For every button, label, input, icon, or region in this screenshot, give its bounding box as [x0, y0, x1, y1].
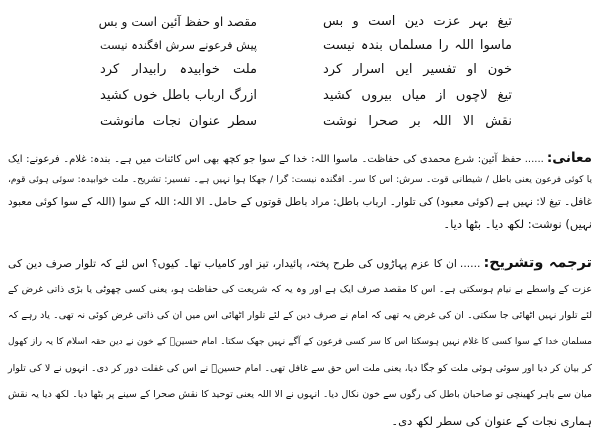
meanings-line-2: یا کوئی فرعون یعنی باطل / شیطانی قوت۔ سرش: اس کا سر۔ افگندہ نیست: گرا / جھکا ہوا نہیں ہے۔ تفسیر: تشریح۔ ملت خوابیدہ: سوئی ہوئی قوم،: [8, 175, 592, 185]
verse-3-first-half: خون او تفسیر ایں اسرار کرد: [323, 62, 512, 77]
explanation-line-2: عزت کے واسطے بے نیام ہوسکتی ہے۔ اس کا مقصد صرف ایک ہے اور وہ یہ کہ شریعت کی حفاظت ہو، یعنی کسی چھوٹی یا بڑی ذاتی غرض کے: [8, 284, 592, 295]
meanings-line-4: نہیں) نوشت: لکھ دیا۔ بٹھا دیا۔: [443, 217, 592, 231]
verse-2-second-half: پیش فرعونے سرش افگندہ نیست: [100, 39, 257, 52]
verse-4-second-half: ازرگ ارباب باطل خوں کشید: [100, 88, 257, 103]
explanation-line-5: کر بیان کر دیا اور سوئی ہوئی ملت کو جگا دیا، یعنی ملت اس حق سے غافل تھی۔ امام حسینؓ نے اس کی غفلت دور کر دی۔ انہوں نے لا کی تلوار: [8, 363, 592, 374]
verse-5-first-half: نقش الا اللہ بر صحرا نوشت: [323, 114, 512, 129]
explanation-line-7: ہماری نجات کے عنوان کی سطر لکھ دی۔: [391, 414, 592, 428]
explanation-line-1: [8, 251, 592, 275]
explanation-heading: ترجمہ وتشریح:: [483, 255, 592, 271]
verse-3-second-half: ملت خوابیدہ رابیدار کرد: [100, 62, 257, 77]
meanings-text: حفظ آئین: شرع محمدی کی حفاظت۔ ماسوا اللہ: خدا کے سوا جو کچھ بھی اس کائنات میں ہے۔ بندہ: غلام۔ فرعونے: ایک: [8, 154, 522, 165]
verse-2-first-half: ماسوا اللہ را مسلماں بندہ نیست: [323, 38, 512, 53]
verse-1-second-half: مقصد او حفظ آئین است و بس: [98, 15, 257, 29]
verse-1-first-half: تیغ بہر عزت دین است و بس: [323, 14, 512, 29]
meanings-heading: معانی:: [546, 150, 592, 166]
meanings-line-3: غافل۔ تیغ لا: نہیں ہے (کوئی معبود) کی تلوار۔ ارباب باطل: مراد باطل قوتوں کے حامل۔ الا اللہ: اللہ کے سوا (اللہ کے سوا کوئی معبود: [8, 196, 592, 208]
verse-4-first-half: تیغ لاچوں از میاں بیروں کشید: [323, 88, 512, 103]
explanation-line-3: لئے تلوار نہیں اٹھائی جا سکتی۔ ان کی غرض یہ تھی کہ امام نے صرف دین کے لئے تلوار اٹھائی اس میں ان کی ذاتی غرض کوئی نہ تھی۔ یاد رہے کہ: [8, 310, 592, 321]
explanation-line-6: میان سے باہر کھینچی تو صاحبان باطل کی رگوں سے خون نکال دیا۔ انہوں نے الا اللہ یعنی توحید کا نقش صحرا کے سینے پر بٹھا دیا۔ لکھ دیا یہ نقش: [8, 389, 592, 400]
verse-5-second-half: سطر عنوان نجات مانوشت: [100, 114, 257, 129]
meanings-line-1: [8, 146, 592, 170]
explanation-dots: ......: [459, 257, 481, 270]
explanation-line-4: مسلمان خدا کے سوا کسی کا غلام نہیں ہوسکتا اس کا سر کسی فرعون کے آگے نہیں جھک سکتا۔ امام حسینؓ کے خون نے دین حقہ اسلام کا یہ راز کھول: [8, 337, 592, 347]
explanation-text: ان کا عزم پہاڑوں کی طرح پختہ، پائیدار، تیز اور کامیاب تھا۔ کیوں؟ اس لئے کہ تلوار صرف دین کی: [8, 257, 457, 270]
meanings-dots: ......: [524, 154, 544, 165]
